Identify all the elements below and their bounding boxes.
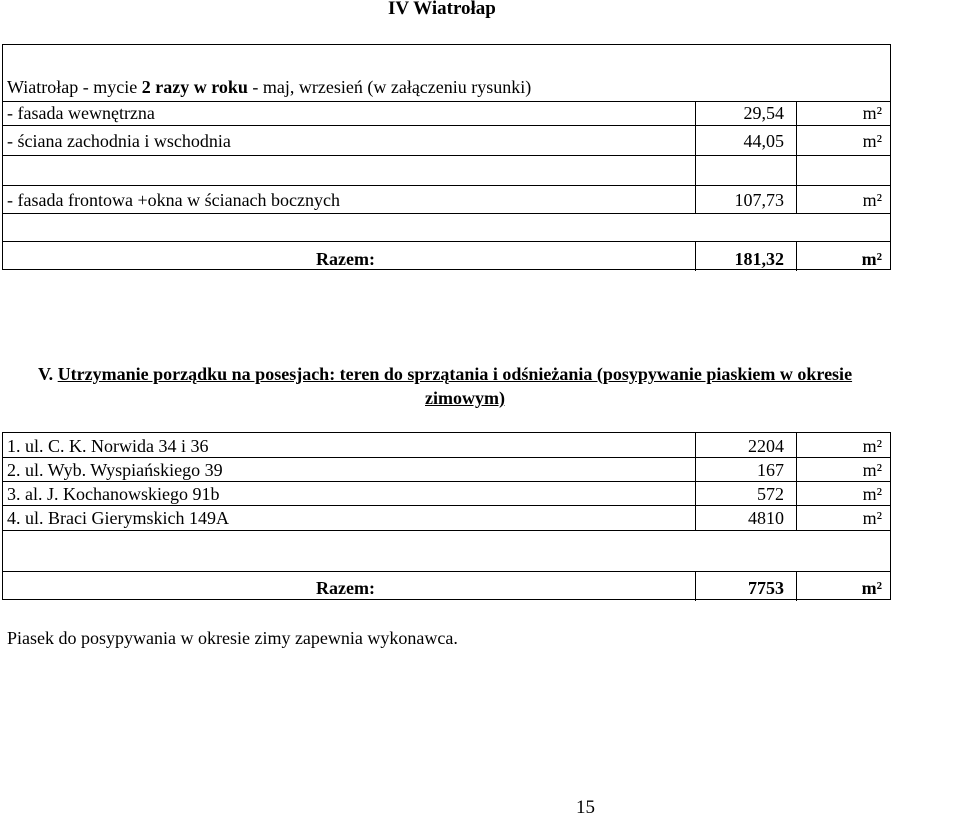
page-number: 15	[576, 797, 595, 818]
wiatrolap-row-label: - fasada wewnętrzna	[7, 103, 155, 123]
posesja-row-unit: m²	[862, 508, 882, 528]
posesja-row-value: 4810	[748, 508, 784, 528]
posesja-row-value: 2204	[748, 436, 784, 456]
wiatrolap-row-unit: m²	[862, 190, 882, 210]
wiatrolap-total-unit: m²	[861, 249, 882, 269]
posesje-total-label: Razem:	[316, 578, 375, 598]
posesja-row-label: 4. ul. Braci Gierymskich 149A	[7, 508, 229, 528]
section-iv-title: IV Wiatrołap	[388, 0, 496, 19]
wiatrolap-row-value: 44,05	[743, 131, 784, 151]
section-v-heading: V. Utrzymanie porządku na posesjach: teren do sprzątania i odśnieżania (posypywanie piaskiem w okresie	[38, 364, 853, 384]
posesja-row-unit: m²	[862, 460, 882, 480]
posesja-row-unit: m²	[862, 484, 882, 504]
wiatrolap-row-value: 29,54	[743, 103, 784, 123]
wiatrolap-row-label: - fasada frontowa +okna w ścianach bocznych	[7, 190, 341, 210]
wiatrolap-row-label: - ściana zachodnia i wschodnia	[7, 131, 231, 151]
sand-supply-note: Piasek do posypywania w okresie zimy zapewnia wykonawca.	[7, 628, 458, 648]
posesja-row-label: 3. al. J. Kochanowskiego 91b	[7, 484, 220, 504]
wiatrolap-total-label: Razem:	[316, 249, 375, 269]
wiatrolap-total-value: 181,32	[734, 249, 784, 269]
wiatrolap-row-value: 107,73	[734, 190, 784, 210]
posesja-row-label: 1. ul. C. K. Norwida 34 i 36	[7, 436, 209, 456]
posesja-row-value: 167	[757, 460, 784, 480]
section-v-heading-cont: zimowym)	[425, 388, 505, 408]
wiatrolap-intro: Wiatrołap - mycie 2 razy w roku - maj, wrzesień (w załączeniu rysunki)	[7, 77, 532, 97]
wiatrolap-row-unit: m²	[862, 131, 882, 151]
wiatrolap-frequency: 2 razy w roku	[141, 77, 248, 97]
posesje-total-value: 7753	[748, 578, 784, 598]
posesja-row-label: 2. ul. Wyb. Wyspiańskiego 39	[7, 460, 223, 480]
posesja-row-unit: m²	[862, 436, 882, 456]
posesja-row-value: 572	[757, 484, 784, 504]
posesje-total-unit: m²	[861, 578, 882, 598]
wiatrolap-row-unit: m²	[862, 103, 882, 123]
